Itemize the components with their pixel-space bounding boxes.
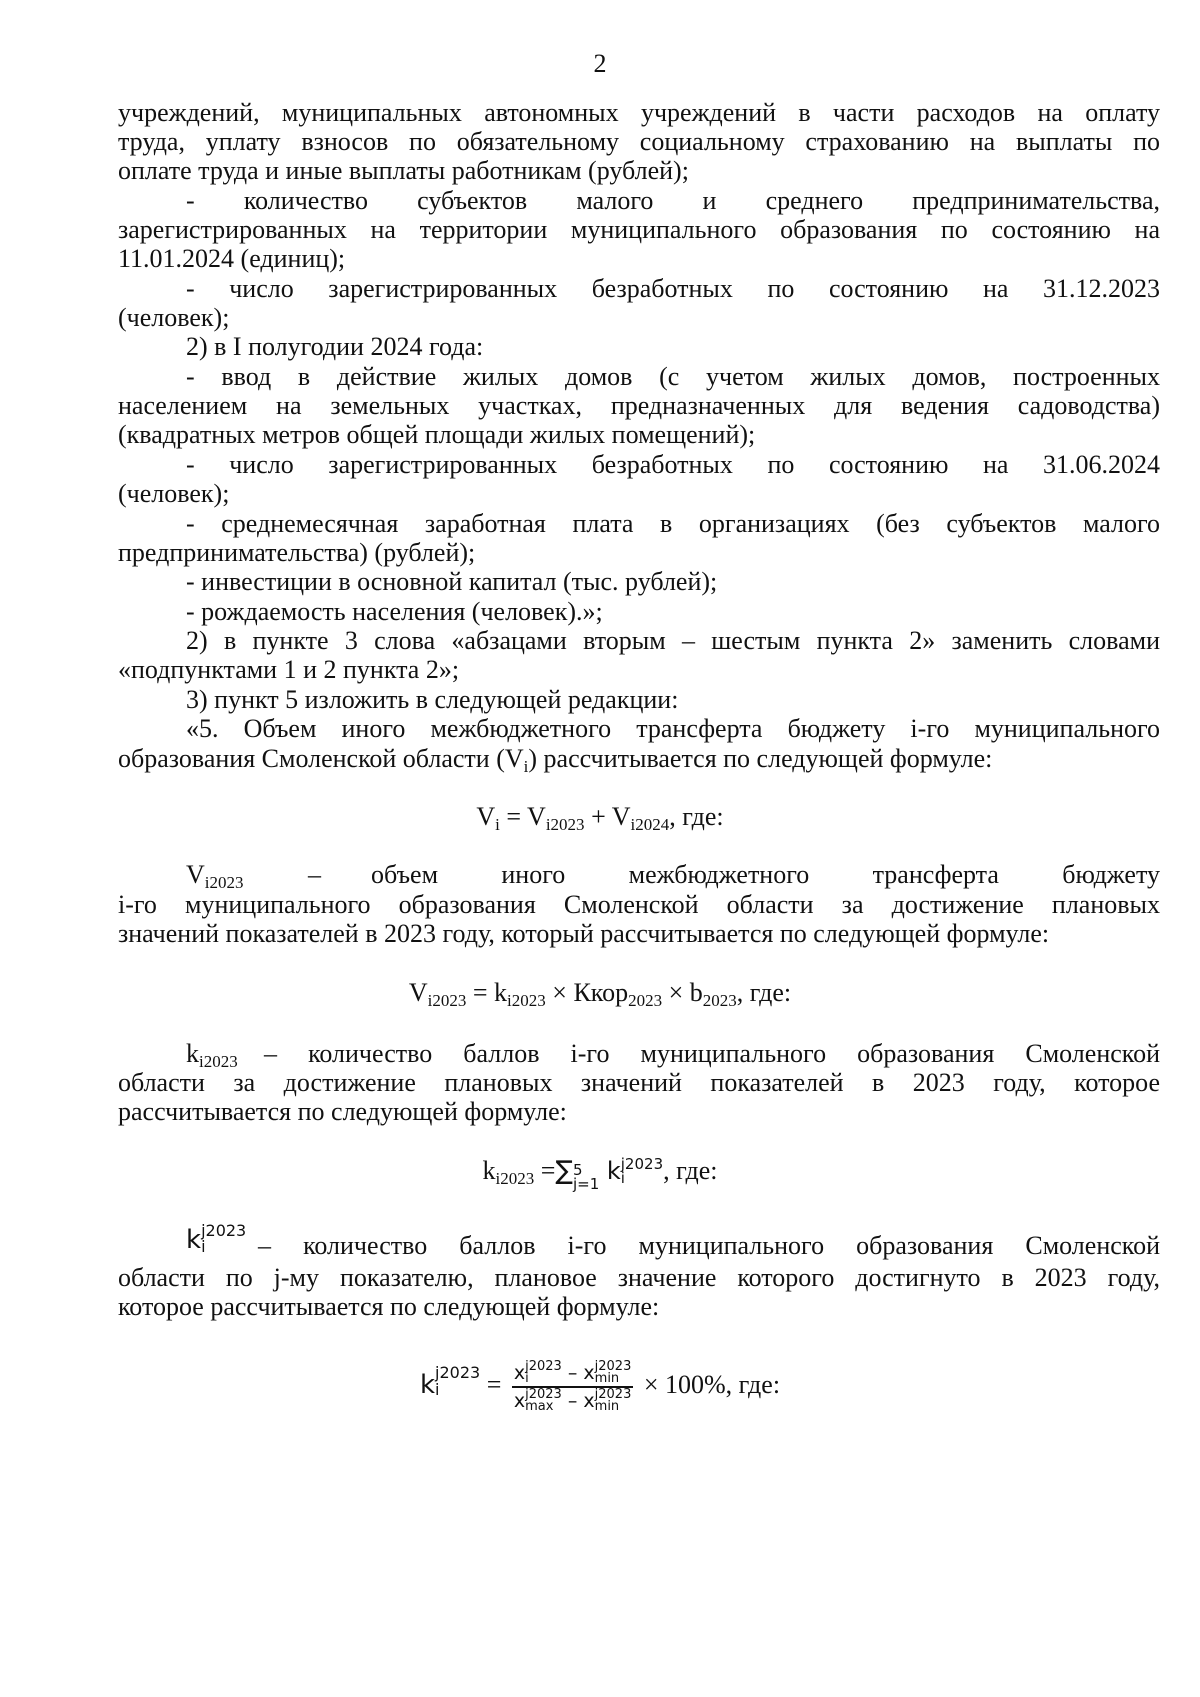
formula-ki2023: $k_{i2023}$ =∑ 5 j=1 k j2023 i , где: — [482, 1155, 718, 1193]
paragraph-line: оплате труда и иные выплаты работникам (рублей); — [118, 156, 689, 185]
paragraph-line: - рождаемость населения (человек).»; — [186, 597, 603, 626]
paragraph-line: (человек); — [118, 303, 230, 332]
paragraph-line: области за достижение плановых значений показателей в 2023 году, которое — [118, 1068, 1160, 1097]
paragraph-line: 11.01.2024 (единиц); — [118, 244, 346, 273]
fraction: x j2023 i – x j2023 min x j2023 max – x j2023 min — [513, 1359, 632, 1415]
formula-vi: $V_i = V_{i2023} + V_{i2024}$, где: — [476, 802, 724, 834]
paragraph-line: i-го муниципального образования Смоленской области за достижение плановых — [118, 890, 1160, 919]
document-page: 2 учреждений, муниципальных автономных учреждений в части расходов на оплату труда, уплату взносов по обязательному социальному страхованию на выплаты по оплате труда и иные выплаты работникам (рублей); - количество субъектов малого и среднего предпринимательства, зарегистрированных на территории муниципального образования по состоянию на 11.01.2024 (единиц); - число зарегистрированных безработных по состоянию на 31.12.2023 (человек); 2) в I полугодии 2024 года: - ввод в действие жилых домов (с учетом жилых домов, построенных населением на земельных участках, предназначенных для ведения садоводства) (квадратных метров общей площади жилых помещений); - число зарегистрированных безработных по состоянию на 31.06.2024 (человек); - среднемесячная заработная плата в организациях (без субъектов малого предпринимательства) (рублей); - инвестиции в основной капитал (тыс. рублей); - рождаемость населения (человек).»; 2) в пункте 3 слова «абзацами вторым – шестым пункта 2» заменить словами «подпунктами 1 и 2 пункта 2»; 3) пункт 5 изложить в следующей редакции: «5. Объем иного межбюджетного трансферта бюджету i-го муниципального образования Смоленской области $(V_i)$ рассчитывается по следующей формуле: $V_i = V_{i2023} + V_{i2024}$, где: $V_{i2023}$ – объем иного межбюджетного трансферта бюджету i-го муниципального образования Смоленской области за достижение плановых значений показателей в 2023 году, который рассчитывается по следующей формуле: $V_{i2023} = k_{i2023}$ × Ккор$_{2023}$ × $b_{2023}$, где: $k_{i2023}$ – количество баллов i-го муниципального образования Смоленской области за достижение плановых значений показателей в 2023 году, которое рассчитывается по следующей формуле: $k_{i2023}$ =∑ 5 j=1 k j2023 i , где: k j2023 i – количество баллов i-го муниципального образования Смоленской области по j-му показателю, плановое значение которого достигнуто в 2023 году, которое рассчитывается по следующей формуле: k j2023 i = x j2023 i – x j2023 min x j2023 max – x j2023 min × 100%, где: — [0, 0, 1200, 1697]
paragraph-line: образования Смоленской области $(V_i)$ рассчитывается по следующей формуле: — [118, 744, 993, 776]
paragraph-line: 3) пункт 5 изложить в следующей редакции: — [186, 685, 679, 714]
paragraph-line: (человек); — [118, 479, 230, 508]
paragraph-line: - инвестиции в основной капитал (тыс. рублей); — [186, 567, 718, 596]
paragraph-line: 2) в пункте 3 слова «абзацами вторым – шестым пункта 2» заменить словами — [186, 626, 1160, 655]
paragraph-line: - среднемесячная заработная плата в организациях (без субъектов малого — [186, 509, 1160, 538]
paragraph-line: «подпунктами 1 и 2 пункта 2»; — [118, 655, 460, 684]
paragraph-line: которое рассчитывается по следующей формуле: — [118, 1292, 660, 1321]
paragraph-line: зарегистрированных на территории муниципального образования по состоянию на — [118, 215, 1160, 244]
paragraph-line: - число зарегистрированных безработных по состоянию на 31.06.2024 — [186, 450, 1160, 479]
paragraph-line: (квадратных метров общей площади жилых помещений); — [118, 420, 756, 449]
paragraph-line: рассчитывается по следующей формуле: — [118, 1097, 567, 1126]
paragraph-line: значений показателей в 2023 году, который рассчитывается по следующей формуле: — [118, 919, 1050, 948]
paragraph-line: - количество субъектов малого и среднего предпринимательства, — [186, 186, 1160, 215]
paragraph-line: области по j-му показателю, плановое значение которого достигнуто в 2023 году, — [118, 1263, 1160, 1292]
paragraph-line: - ввод в действие жилых домов (с учетом жилых домов, построенных — [186, 362, 1160, 391]
page-number: 2 — [593, 49, 607, 78]
paragraph-line: 2) в I полугодии 2024 года: — [186, 332, 484, 361]
paragraph-line: труда, уплату взносов по обязательному социальному страхованию на выплаты по — [118, 127, 1160, 156]
paragraph-line: предпринимательства) (рублей); — [118, 538, 476, 567]
paragraph-line: «5. Объем иного межбюджетного трансферта бюджету i-го муниципального — [186, 714, 1160, 743]
paragraph-line: - число зарегистрированных безработных по состоянию на 31.12.2023 — [186, 274, 1160, 303]
formula-kij2023: k j2023 i = x j2023 i – x j2023 min x j2023 max – x j2023 min × 100%, где: — [419, 1359, 781, 1415]
paragraph-line: населением на земельных участках, предназначенных для ведения садоводства) — [118, 391, 1160, 420]
formula-vi2023: $V_{i2023} = k_{i2023}$ × Ккор$_{2023}$ × $b_{2023}$, где: — [408, 978, 792, 1010]
paragraph-line: учреждений, муниципальных автономных учреждений в части расходов на оплату — [118, 98, 1160, 127]
